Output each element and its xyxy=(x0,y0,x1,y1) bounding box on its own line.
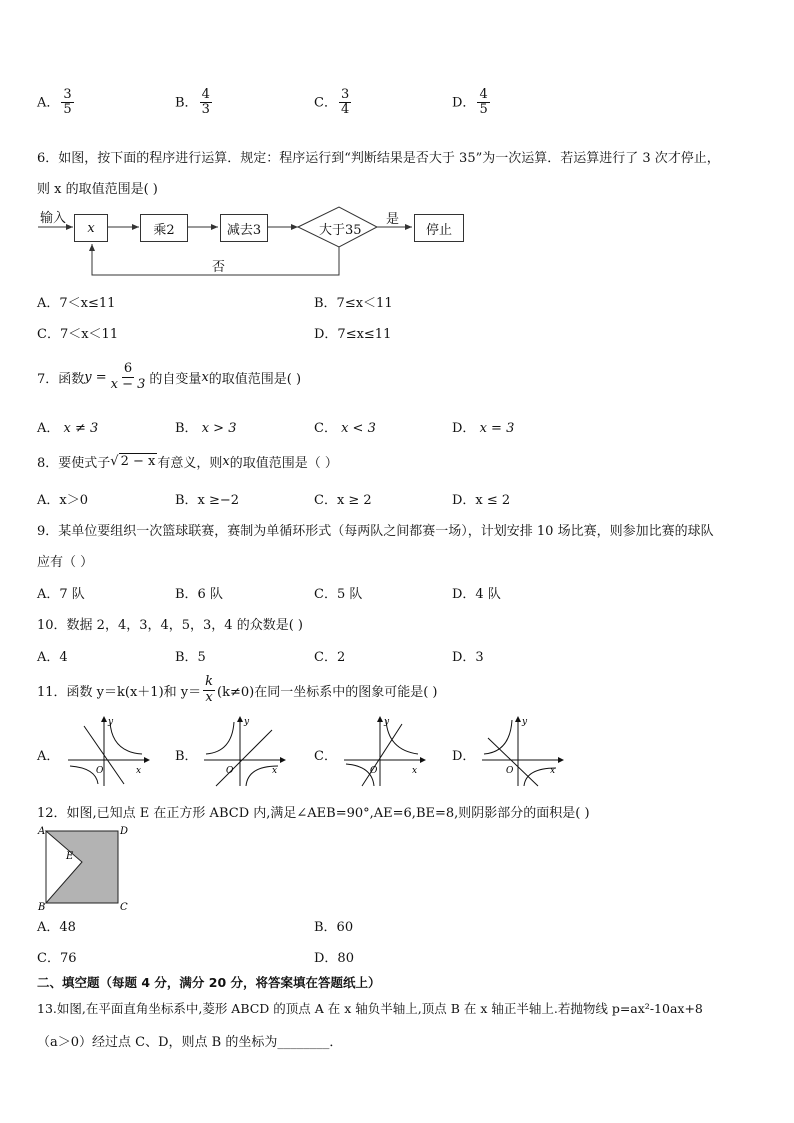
q8-prefix: 8．要使式子 xyxy=(37,456,111,471)
q12-option-d: D．80 xyxy=(314,951,354,966)
q11-suffix: (k≠0)在同一坐标系中的图象可能是( ) xyxy=(217,684,438,700)
q10-option-a: A．4 xyxy=(37,650,68,665)
q6-option-c: C．7＜x＜11 xyxy=(37,327,119,342)
q7-suffix2: 的取值范围是( ) xyxy=(208,371,302,387)
label-e: E xyxy=(66,851,74,862)
flow-cond-label: 大于35 xyxy=(319,223,362,238)
origin-label: O xyxy=(96,766,104,776)
axis-x-label: x xyxy=(550,766,556,776)
q5-option-a: A． $\frac{3}{5}$ xyxy=(37,87,72,118)
axis-y-label: y xyxy=(244,717,250,727)
q5-option-d: D． $\frac{4}{5}$ xyxy=(452,87,488,118)
q6-option-a: A．7＜x≤11 xyxy=(37,296,116,311)
q7-prefix: 7．函数 xyxy=(37,371,85,387)
q9-option-b: B．6 队 xyxy=(175,587,223,602)
q9-stem-line1: 9．某单位要组织一次篮球联赛，赛制为单循环形式（每两队之间都赛一场），计划安排 10 场比赛，则参加比赛的球队 xyxy=(37,524,714,539)
q12-option-a: A．48 xyxy=(37,920,76,935)
q11-den: x xyxy=(205,689,213,705)
flow-box-mul: 乘2 xyxy=(140,214,188,242)
q9-option-a: A．7 队 xyxy=(37,587,85,602)
q5-option-c: C． $\frac{3}{4}$ xyxy=(314,87,350,118)
q12-option-b: B．60 xyxy=(314,920,354,935)
flow-box-sub: 减去3 xyxy=(220,214,268,242)
flow-yes-label: 是 xyxy=(386,212,400,227)
flow-input-label: 输入 xyxy=(40,211,67,226)
q7-num: 6 xyxy=(123,361,133,377)
axis-y-label: y xyxy=(522,717,528,727)
q10-option-d: D．3 xyxy=(452,650,484,665)
q6-stem-line2: 则 x 的取值范围是( ) xyxy=(37,182,158,197)
q6-option-b: B．7≤x＜11 xyxy=(314,296,393,311)
q8-option-b: B．x ≥−2 xyxy=(175,493,240,508)
q6-option-d: D．7≤x≤11 xyxy=(314,327,392,342)
origin-label: O xyxy=(226,766,234,776)
q9-option-d: D．4 队 xyxy=(452,587,501,602)
q7-stem xyxy=(37,355,301,399)
q8-option-d: D．x ≤ 2 xyxy=(452,493,511,508)
q7-option-b: B． x > 3 xyxy=(175,421,237,436)
origin-label: O xyxy=(370,766,378,776)
axis-y-label: y xyxy=(384,717,390,727)
q11-prefix: 11．函数 y＝k(x＋1)和 y＝ xyxy=(37,684,202,700)
q8-stem xyxy=(37,452,338,471)
q9-stem-line2: 应有（ ） xyxy=(37,555,94,570)
q12-option-c: C．76 xyxy=(37,951,77,966)
q11-option-a-label: A． xyxy=(37,749,60,764)
axis-x-label: x xyxy=(136,766,142,776)
q11-option-d-label: D． xyxy=(452,749,476,764)
q11-num: k xyxy=(205,674,214,690)
q13-stem-line1: 13.如图,在平面直角坐标系中,菱形 ABCD 的顶点 A 在 x 轴负半轴上,顶点 B 在 x 轴正半轴上.若抛物线 p=ax²-10ax+8 xyxy=(37,1001,703,1016)
q12-stem: 12．如图,已知点 E 在正方形 ABCD 内,满足∠AEB=90°,AE=6,BE=8,则阴影部分的面积是( ) xyxy=(37,806,590,821)
q10-option-c: C．2 xyxy=(314,650,346,665)
q7-var: x xyxy=(201,369,209,385)
q8-option-c: C．x ≥ 2 xyxy=(314,493,372,508)
axis-y-label: y xyxy=(108,717,114,727)
q10-option-b: B．5 xyxy=(175,650,206,665)
q7-den: x − 3 xyxy=(110,376,146,392)
q11-graph-c xyxy=(342,716,426,788)
label-d: D xyxy=(120,826,129,837)
q8-suffix2: 的取值范围是（ ） xyxy=(229,456,338,471)
label-b: B xyxy=(38,902,46,913)
q8-suffix: 有意义，则 xyxy=(157,456,223,471)
axis-x-label: x xyxy=(272,766,278,776)
q11-option-c-label: C． xyxy=(314,749,337,764)
q10-stem: 10．数据 2，4，3，4，5，3，4 的众数是( ) xyxy=(37,618,303,633)
flow-box-stop: 停止 xyxy=(414,214,464,242)
flow-box-x: x xyxy=(74,214,108,242)
origin-label: O xyxy=(506,766,514,776)
q7-option-a: A． x ≠ 3 xyxy=(37,421,99,436)
q8-var: x xyxy=(222,454,230,469)
section-heading: 二、填空题（每题 4 分，满分 20 分，将答案填在答题纸上） xyxy=(37,975,381,990)
q12-square-figure xyxy=(36,824,132,914)
q5-option-b: B． $\frac{4}{3}$ xyxy=(175,87,210,118)
label-c: C xyxy=(120,902,128,913)
label-a: A xyxy=(38,826,46,837)
q11-graph-a xyxy=(66,716,150,788)
flow-no-label: 否 xyxy=(212,260,226,275)
q11-graph-d xyxy=(480,716,564,788)
q7-option-c: C． x < 3 xyxy=(314,421,376,436)
q11-graph-b xyxy=(202,716,286,788)
q11-option-b-label: B． xyxy=(175,749,198,764)
q9-option-c: C．5 队 xyxy=(314,587,363,602)
q6-stem-line1: 6．如图，按下面的程序进行运算．规定：程序运行到“判断结果是否大于 35”为一次运算．若运算进行了 3 次才停止， xyxy=(37,151,720,166)
q8-sqrt: √ 2 − x xyxy=(110,454,156,469)
axis-x-label: x xyxy=(412,766,418,776)
q13-stem-line2: （a＞0）经过点 C、D，则点 B 的坐标为________． xyxy=(37,1035,343,1050)
q8-option-a: A．x＞0 xyxy=(37,493,88,508)
q7-option-d: D． x = 3 xyxy=(452,421,515,436)
q7-y: y = xyxy=(84,369,107,385)
q11-stem xyxy=(37,670,437,710)
q7-suffix: 的自变量 xyxy=(149,371,202,387)
